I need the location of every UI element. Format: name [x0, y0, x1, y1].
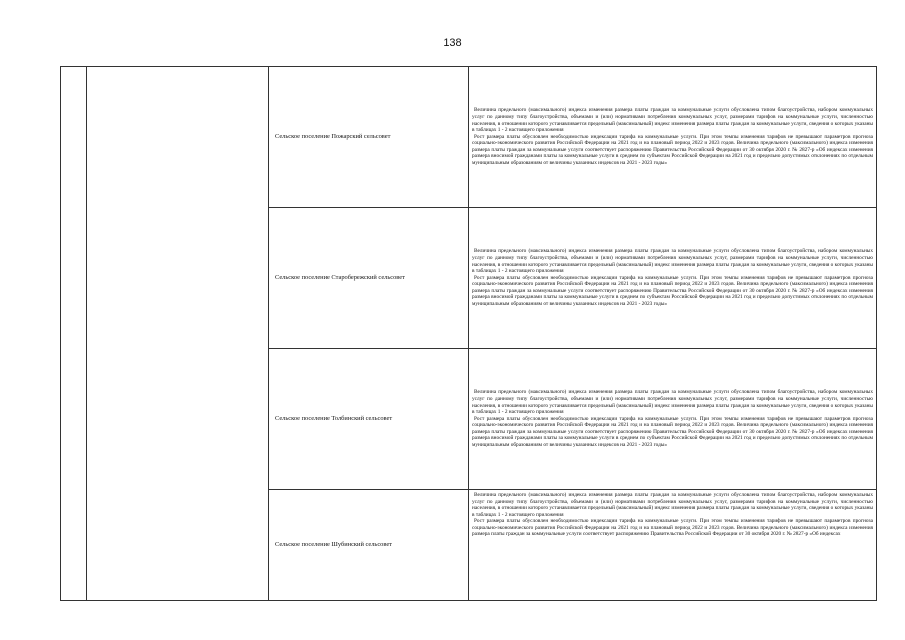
description-paragraph: Рост размера платы обусловлен необходимостью индексации тарифа на коммунальные услуги. При этом темпы изменения тарифов не превышают параметров прогноза социально-экономического развития Российской Федерации на 2021 год и на плановый период 2022 и 2023 годов. Величина предельного (максимального) индекса изменения размера платы граждан за коммунальные услуги соответствует распоряжению Правительства Российской Федерации от 30 октября 2020 г. № 2827-р «Об индексах изменения размера вносимой гражданами платы за коммунальные услуги в среднем по субъектам Российской Федерации на 2021 год и предельно допустимых отклонениях по отдельным муниципальным образованиям от величины указанных индексов на 2021 - 2023 годы»: [472, 133, 873, 166]
description-paragraph: Рост размера платы обусловлен необходимостью индексации тарифа на коммунальные услуги. При этом темпы изменения тарифов не превышают параметров прогноза социально-экономического развития Российской Федерации на 2021 год и на плановый период 2022 и 2023 годов. Величина предельного (максимального) индекса изменения размера платы граждан за коммунальные услуги соответствует распоряжению Правительства Российской Федерации от 30 октября 2020 г. № 2827-р «Об индексах: [472, 518, 873, 538]
description-paragraph: Величина предельного (максимального) индекса изменения размера платы граждан за коммунальные услуги обусловлена типом благоустройства, набором коммунальных услуг по данному типу благоустройства, объемами и (или) нормативами потребления коммунальных услуг, размерами тарифов на коммунальные услуги, численностью населения, в отношении которого устанавливается предельный (максимальный) индекс изменения размера платы граждан за коммунальные услуги, сведения о которых указаны в таблицах 1 - 2 настоящего приложения: [472, 492, 873, 518]
settlement-cell: Сельское поселение Шубинский сельсовет: [269, 490, 469, 601]
description-cell: [469, 349, 877, 490]
description-cell: [469, 67, 877, 208]
description-cell: [469, 208, 877, 349]
description-clip: [472, 492, 873, 598]
region-cell: [87, 67, 269, 601]
description-paragraph: Величина предельного (максимального) индекса изменения размера платы граждан за коммунальные услуги обусловлена типом благоустройства, набором коммунальных услуг по данному типу благоустройства, объемами и (или) нормативами потребления коммунальных услуг, размерами тарифов на коммунальные услуги, численностью населения, в отношении которого устанавливается предельный (максимальный) индекс изменения размера платы граждан за коммунальные услуги, сведения о которых указаны в таблицах 1 - 2 настоящего приложения: [472, 389, 873, 416]
settlement-cell: Сельское поселение Пожарский сельсовет: [269, 67, 469, 208]
description-paragraph: Рост размера платы обусловлен необходимостью индексации тарифа на коммунальные услуги. При этом темпы изменения тарифов не превышают параметров прогноза социально-экономического развития Российской Федерации на 2021 год и на плановый период 2022 и 2023 годов. Величина предельного (максимального) индекса изменения размера платы граждан за коммунальные услуги соответствует распоряжению Правительства Российской Федерации от 30 октября 2020 г. № 2827-р «Об индексах изменения размера вносимой гражданами платы за коммунальные услуги в среднем по субъектам Российской Федерации на 2021 год и предельно допустимых отклонениях по отдельным муниципальным образованиям от величины указанных индексов на 2021 - 2023 годы»: [472, 274, 873, 307]
table-row: [61, 67, 877, 208]
index-table: [60, 66, 877, 601]
number-cell: [61, 67, 87, 601]
description-cell: [469, 490, 877, 601]
settlement-cell: Сельское поселение Старобережский сельсовет: [269, 208, 469, 349]
description-paragraph: Величина предельного (максимального) индекса изменения размера платы граждан за коммунальные услуги обусловлена типом благоустройства, набором коммунальных услуг по данному типу благоустройства, объемами и (или) нормативами потребления коммунальных услуг, размерами тарифов на коммунальные услуги, численностью населения, в отношении которого устанавливается предельный (максимальный) индекс изменения размера платы граждан за коммунальные услуги, сведения о которых указаны в таблицах 1 - 2 настоящего приложения: [472, 107, 873, 134]
page-number: 138: [443, 37, 462, 49]
settlement-cell: Сельское поселение Толбинский сельсовет: [269, 349, 469, 490]
description-paragraph: Рост размера платы обусловлен необходимостью индексации тарифа на коммунальные услуги. При этом темпы изменения тарифов не превышают параметров прогноза социально-экономического развития Российской Федерации на 2021 год и на плановый период 2022 и 2023 годов. Величина предельного (максимального) индекса изменения размера платы граждан за коммунальные услуги соответствует распоряжению Правительства Российской Федерации от 30 октября 2020 г. № 2827-р «Об индексах изменения размера вносимой гражданами платы за коммунальные услуги в среднем по субъектам Российской Федерации на 2021 год и предельно допустимых отклонениях по отдельным муниципальным образованиям от величины указанных индексов на 2021 - 2023 годы»: [472, 415, 873, 448]
description-paragraph: Величина предельного (максимального) индекса изменения размера платы граждан за коммунальные услуги обусловлена типом благоустройства, набором коммунальных услуг по данному типу благоустройства, объемами и (или) нормативами потребления коммунальных услуг, размерами тарифов на коммунальные услуги, численностью населения, в отношении которого устанавливается предельный (максимальный) индекс изменения размера платы граждан за коммунальные услуги, сведения о которых указаны в таблицах 1 - 2 настоящего приложения: [472, 248, 873, 275]
